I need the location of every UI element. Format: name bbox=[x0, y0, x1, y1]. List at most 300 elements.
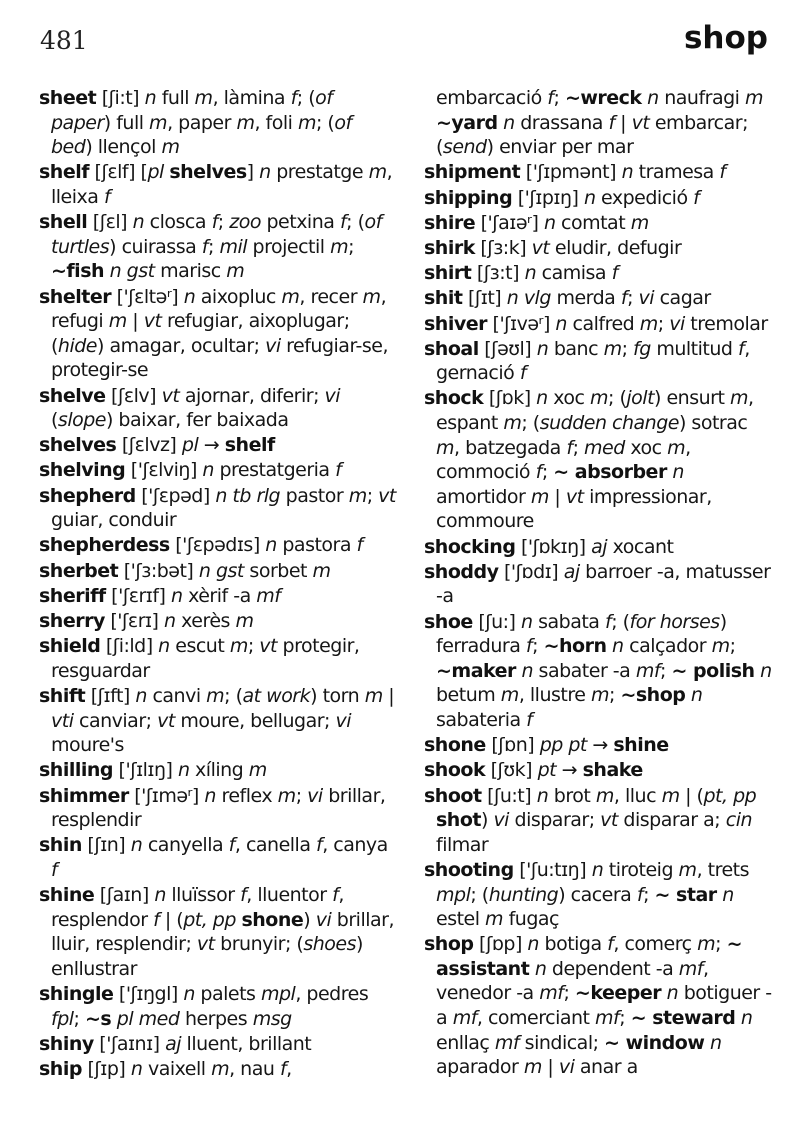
grammar-label: vi bbox=[315, 908, 332, 931]
bold-subentry: shine bbox=[613, 734, 669, 757]
bold-subentry: ~s bbox=[84, 1007, 112, 1030]
bold-subentry: ~horn bbox=[543, 635, 607, 658]
grammar-label: vt bbox=[143, 310, 162, 333]
entry-text: ['ʃɛrɪ] bbox=[104, 610, 165, 632]
entry-text: banc bbox=[548, 337, 604, 360]
entry-text: tremolar bbox=[684, 312, 768, 335]
entry-text: drassana bbox=[514, 111, 609, 134]
entry-text: ; bbox=[366, 484, 379, 507]
grammar-label: vt bbox=[196, 933, 215, 956]
grammar-label: f bbox=[316, 834, 323, 857]
headword: shirt bbox=[424, 262, 472, 285]
grammar-label: f bbox=[519, 362, 527, 385]
dictionary-entry bbox=[39, 684, 397, 758]
entry-text: ajornar, diferir; bbox=[179, 384, 325, 407]
entry-text: , resplendor bbox=[51, 884, 344, 931]
dictionary-entry bbox=[39, 533, 397, 558]
grammar-label: n bbox=[621, 161, 634, 184]
grammar-label: m bbox=[661, 784, 680, 807]
entry-text: ) torn bbox=[310, 684, 365, 707]
entry-text: dependent -a bbox=[546, 957, 679, 980]
entry-text: , canya bbox=[322, 834, 388, 857]
grammar-label: m bbox=[211, 1058, 230, 1081]
entry-text: ; ( bbox=[521, 412, 540, 435]
entry-text: reflex bbox=[215, 784, 278, 807]
dictionary-entry bbox=[424, 261, 776, 286]
entry-text: prestatgeria bbox=[213, 459, 336, 482]
entry-text: , recer bbox=[299, 285, 363, 308]
grammar-label: n bbox=[536, 337, 549, 360]
entry-text: ; bbox=[608, 684, 621, 707]
dictionary-entry bbox=[39, 210, 397, 284]
grammar-label: vt bbox=[378, 484, 396, 507]
entry-text: canviar; bbox=[73, 709, 158, 732]
grammar-label: n bbox=[521, 610, 533, 633]
grammar-label: vi bbox=[265, 334, 281, 357]
dictionary-entry bbox=[39, 484, 397, 533]
grammar-label: m bbox=[678, 858, 697, 881]
grammar-label: m bbox=[235, 610, 254, 632]
entry-text: ; ( bbox=[346, 211, 365, 234]
grammar-label: f bbox=[719, 161, 726, 184]
headword: shiny bbox=[39, 1032, 94, 1055]
grammar-label: fpl bbox=[51, 1007, 74, 1030]
headword: shone bbox=[424, 734, 486, 757]
dictionary-entry bbox=[424, 211, 776, 236]
headword: shoot bbox=[424, 784, 482, 807]
entry-text: [ʃəʊl] bbox=[478, 337, 537, 360]
bold-subentry: shelves bbox=[169, 161, 247, 184]
entry-text: [ʃɪp] bbox=[81, 1058, 131, 1081]
entry-text: herpes bbox=[179, 1007, 253, 1030]
bold-subentry: shake bbox=[582, 759, 643, 782]
dictionary-entry bbox=[39, 458, 397, 483]
bold-subentry: shone bbox=[241, 908, 304, 931]
grammar-label: n bbox=[177, 759, 190, 782]
headword: shelve bbox=[39, 384, 106, 407]
dictionary-entry bbox=[39, 758, 397, 783]
grammar-label: zoo bbox=[229, 211, 261, 234]
entry-text: ; bbox=[217, 211, 230, 234]
bold-subentry: ~fish bbox=[51, 260, 105, 283]
entry-text: , trets bbox=[696, 858, 750, 881]
grammar-label: n bbox=[760, 659, 772, 682]
entry-text: embarcació bbox=[436, 87, 548, 109]
grammar-label: m bbox=[364, 684, 383, 707]
bold-subentry: ~wreck bbox=[564, 87, 642, 109]
entry-text: tramesa bbox=[633, 161, 720, 184]
grammar-label: vt bbox=[631, 111, 650, 134]
entry-text: closca bbox=[144, 211, 212, 234]
entry-text: lluïssor bbox=[165, 884, 241, 907]
grammar-label: n bbox=[265, 534, 277, 557]
grammar-label: m bbox=[500, 684, 519, 707]
grammar-label: n bbox=[722, 883, 734, 906]
dictionary-entry bbox=[39, 784, 397, 833]
entry-text: ['ʃɛrɪf] bbox=[105, 584, 171, 607]
grammar-label: n bbox=[132, 211, 145, 234]
entry-text: ; bbox=[563, 982, 575, 1005]
grammar-label: vi bbox=[307, 784, 323, 807]
grammar-label: n bbox=[666, 982, 679, 1005]
grammar-label: f bbox=[51, 858, 58, 881]
entry-text: ; bbox=[553, 87, 565, 109]
entry-text: comtat bbox=[555, 211, 631, 234]
grammar-label: n bbox=[543, 211, 556, 234]
grammar-label: n bbox=[170, 584, 183, 607]
entry-text: ) enllustrar bbox=[51, 933, 363, 980]
grammar-label: n bbox=[647, 87, 659, 109]
entry-text: ) ensurt bbox=[654, 387, 730, 410]
dictionary-entry bbox=[39, 883, 397, 981]
entry-text: tiroteig bbox=[603, 858, 679, 881]
grammar-label: vt bbox=[161, 384, 180, 407]
grammar-label: mf bbox=[452, 1007, 477, 1030]
headword: sheriff bbox=[39, 584, 106, 607]
grammar-label: for horses bbox=[629, 610, 720, 633]
grammar-label: fg bbox=[633, 337, 651, 360]
entry-text: palets bbox=[194, 983, 261, 1006]
entry-text: , commoció bbox=[436, 436, 691, 484]
grammar-label: vt bbox=[259, 635, 277, 658]
entry-text: xèrif -a bbox=[182, 584, 257, 607]
entry-text: full bbox=[156, 87, 195, 109]
entry-text: [ʃaɪn] bbox=[94, 884, 155, 907]
entry-text: [ʃɛlf] [ bbox=[89, 161, 148, 184]
entry-text: [ʃɜ:k] bbox=[474, 236, 532, 259]
left-column bbox=[39, 86, 397, 1082]
grammar-label: f bbox=[279, 1058, 287, 1081]
entry-text: amortidor bbox=[436, 485, 531, 508]
grammar-label: vi bbox=[324, 384, 341, 407]
entry-text: [ʃɒn] bbox=[485, 734, 540, 757]
grammar-label: hunting bbox=[488, 883, 559, 906]
headword: shop bbox=[424, 933, 474, 956]
grammar-label: m bbox=[226, 260, 245, 283]
entry-text: | bbox=[541, 1056, 559, 1079]
entry-text: [ʃu:] bbox=[472, 610, 522, 633]
grammar-label: f bbox=[526, 708, 533, 731]
dictionary-entry bbox=[424, 784, 776, 858]
dictionary-entry bbox=[39, 584, 397, 609]
grammar-label: f bbox=[290, 87, 297, 109]
entry-text: fugaç bbox=[503, 908, 559, 931]
headword: shirk bbox=[424, 236, 475, 259]
grammar-label: n bbox=[521, 659, 534, 682]
grammar-label: n bbox=[183, 983, 195, 1006]
grammar-label: n vlg bbox=[506, 287, 551, 310]
grammar-label: pl bbox=[181, 434, 199, 457]
grammar-label: m bbox=[603, 337, 622, 360]
entry-text: ['ʃɪpɪŋ] bbox=[512, 186, 584, 209]
headword: shoddy bbox=[424, 560, 499, 583]
entry-text: sindical; bbox=[519, 1031, 605, 1054]
grammar-label: f bbox=[535, 461, 542, 484]
grammar-label: m bbox=[530, 485, 549, 508]
grammar-label: pl bbox=[147, 161, 164, 184]
entry-text: ; ( bbox=[608, 387, 627, 410]
entry-text: [ʃɛlv] bbox=[105, 384, 162, 407]
grammar-label: n bbox=[130, 834, 143, 857]
entry-text: ['ʃɛlviŋ] bbox=[125, 459, 203, 482]
bold-subentry: ~ assistant bbox=[436, 933, 742, 980]
bold-subentry: ~ polish bbox=[671, 659, 755, 682]
entry-text: ; bbox=[657, 312, 670, 335]
entry-text: , gernació bbox=[436, 337, 750, 385]
bold-subentry: shelf bbox=[224, 434, 275, 457]
grammar-label: m bbox=[639, 312, 658, 335]
grammar-label: m bbox=[149, 111, 168, 134]
grammar-label: vi bbox=[558, 1056, 575, 1079]
entry-text: pastor bbox=[280, 484, 349, 507]
entry-text: ['ʃɛpədɪs] bbox=[169, 534, 266, 557]
entry-text: ; bbox=[73, 1007, 85, 1030]
entry-text: xocant bbox=[607, 535, 674, 558]
entry-text: ; bbox=[207, 235, 220, 258]
entry-text: ; bbox=[621, 337, 634, 360]
grammar-label: med bbox=[584, 436, 625, 459]
bold-subentry: ~ star bbox=[654, 883, 717, 906]
grammar-label: m bbox=[744, 87, 763, 109]
entry-text: | ( bbox=[679, 784, 704, 807]
grammar-label: vt bbox=[565, 485, 584, 508]
dictionary-entry bbox=[39, 160, 397, 209]
entry-text: expedició bbox=[595, 186, 694, 209]
entry-text: botiga bbox=[538, 933, 608, 956]
grammar-label: vi bbox=[335, 709, 351, 732]
dictionary-entry bbox=[39, 285, 397, 383]
entry-text: ['ʃɒkɪŋ] bbox=[515, 535, 592, 558]
grammar-label: of paper bbox=[51, 87, 333, 134]
dictionary-entry bbox=[424, 560, 776, 609]
headword: shine bbox=[39, 884, 95, 907]
entry-text: , espant bbox=[436, 387, 754, 435]
headword: shook bbox=[424, 759, 486, 782]
entry-text: brillar, lluir, resplendir; bbox=[51, 908, 395, 956]
grammar-label: m bbox=[630, 211, 649, 234]
entry-text: pastora bbox=[276, 534, 357, 557]
grammar-label: f bbox=[693, 186, 700, 209]
entry-text: [ʃɜ:t] bbox=[471, 262, 525, 285]
entry-text: ; bbox=[348, 235, 355, 258]
headword: ship bbox=[39, 1058, 82, 1081]
headword: shit bbox=[424, 287, 463, 310]
entry-text: ; bbox=[660, 659, 672, 682]
entry-text: estel bbox=[436, 908, 486, 931]
entry-text: ; bbox=[247, 635, 260, 658]
bold-subentry: ~keeper bbox=[574, 982, 662, 1005]
dictionary-entry bbox=[39, 982, 397, 1031]
bold-subentry: shot bbox=[436, 809, 481, 832]
grammar-label: m bbox=[206, 684, 225, 707]
entry-text: botiguer -a bbox=[436, 982, 772, 1030]
entry-text: ) bbox=[480, 809, 494, 832]
grammar-label: at work bbox=[242, 684, 311, 707]
entry-text: [ʃɒk] bbox=[483, 387, 537, 410]
grammar-label: jolt bbox=[626, 387, 655, 410]
entry-text: canyella bbox=[142, 834, 229, 857]
headword: shipping bbox=[424, 186, 513, 209]
grammar-label: m bbox=[248, 759, 267, 782]
entry-text: ) llençol bbox=[85, 136, 162, 159]
entry-text: cagar bbox=[654, 287, 711, 310]
grammar-label: vt bbox=[600, 809, 618, 832]
entry-text: guiar, conduir bbox=[51, 509, 177, 532]
entry-text: sabater -a bbox=[533, 659, 636, 682]
entry-text: aparador bbox=[436, 1056, 524, 1079]
grammar-label: n bbox=[202, 459, 214, 482]
entry-text: enllaç bbox=[436, 1031, 495, 1054]
entry-text: calçador bbox=[623, 635, 712, 658]
entry-text: ['ʃaɪnɪ] bbox=[93, 1032, 166, 1055]
entry-text: , comerciant bbox=[476, 1007, 596, 1030]
grammar-label: f bbox=[604, 610, 612, 633]
entry-text: ) bbox=[303, 908, 316, 931]
entry-text: ['ʃɪməʳ] bbox=[128, 784, 205, 807]
grammar-label: msg bbox=[252, 1007, 292, 1030]
entry-text: ) baixar, fer baixada bbox=[105, 409, 289, 432]
headword: shelf bbox=[39, 161, 90, 184]
grammar-label: n gst bbox=[109, 260, 155, 283]
dictionary-entry bbox=[39, 384, 397, 433]
grammar-label: aj bbox=[165, 1032, 182, 1055]
dictionary-entry bbox=[424, 733, 776, 758]
entry-text: | bbox=[548, 485, 566, 508]
entry-text: refugiar-se, protegir-se bbox=[51, 334, 389, 382]
grammar-label: mpl bbox=[436, 883, 471, 906]
entry-text: ['ʃɜ:bət] bbox=[118, 559, 199, 582]
grammar-label: n bbox=[709, 1031, 722, 1054]
grammar-label: n bbox=[158, 635, 170, 658]
bold-subentry: ~ window bbox=[604, 1031, 705, 1054]
entry-text: ['ʃɛltəʳ] bbox=[111, 285, 184, 308]
grammar-label: n bbox=[204, 784, 216, 807]
dictionary-entry bbox=[424, 932, 776, 1080]
grammar-label: n bbox=[612, 635, 624, 658]
grammar-label: mf bbox=[635, 659, 661, 682]
headword: shilling bbox=[39, 759, 114, 782]
grammar-label: n tb rlg bbox=[215, 484, 281, 507]
headword: shield bbox=[39, 635, 101, 658]
entry-text: ; bbox=[643, 883, 655, 906]
grammar-label: n bbox=[672, 461, 684, 484]
entry-text: [ʃɪt] bbox=[462, 287, 507, 310]
grammar-label: f bbox=[240, 884, 247, 907]
entry-text: disparar; bbox=[508, 809, 601, 832]
entry-text: impressionar, commoure bbox=[436, 485, 712, 533]
entry-text: camisa bbox=[536, 262, 612, 285]
entry-text: sorbet bbox=[243, 559, 313, 582]
grammar-label: vi bbox=[493, 809, 509, 832]
entry-text: ; ( bbox=[224, 684, 243, 707]
entry-text: [ʃɛl] bbox=[87, 211, 133, 234]
grammar-label: n bbox=[534, 957, 547, 980]
headword: shipment bbox=[424, 161, 521, 184]
dictionary-entry bbox=[424, 858, 776, 932]
entry-text: ; bbox=[729, 635, 736, 658]
grammar-label: f bbox=[547, 87, 554, 109]
grammar-label: n bbox=[135, 684, 147, 707]
grammar-label: n bbox=[164, 610, 176, 632]
entry-text: ; bbox=[532, 635, 544, 658]
entry-text: xoc bbox=[624, 436, 668, 459]
entry-text: ; bbox=[619, 1007, 631, 1030]
entry-text: | bbox=[614, 111, 632, 134]
entry-text: ; ( bbox=[611, 610, 630, 633]
dictionary-entry bbox=[39, 86, 397, 160]
entry-text: betum bbox=[436, 684, 501, 707]
headword: shingle bbox=[39, 983, 114, 1006]
entry-text: moure's bbox=[51, 734, 124, 757]
entry-text: filmar bbox=[436, 833, 489, 856]
dictionary-entry bbox=[39, 634, 397, 683]
grammar-label: m bbox=[590, 387, 609, 410]
entry-text: , foli bbox=[254, 111, 298, 134]
entry-text: ] bbox=[246, 161, 260, 184]
entry-text: | bbox=[126, 310, 144, 333]
grammar-label: pt, pp bbox=[183, 908, 236, 931]
dictionary-entry bbox=[39, 559, 397, 584]
grammar-label: m bbox=[194, 87, 213, 109]
entry-text: barroer -a, matusser -a bbox=[436, 560, 771, 608]
entry-text: → bbox=[586, 734, 614, 757]
headword: shooting bbox=[424, 858, 514, 881]
dictionary-entry bbox=[39, 433, 397, 458]
grammar-label: vt bbox=[157, 709, 175, 732]
headword: shelving bbox=[39, 459, 126, 482]
entry-text: xerès bbox=[175, 610, 236, 632]
bold-subentry: ~ steward bbox=[630, 1007, 736, 1030]
headword: shock bbox=[424, 387, 484, 410]
entry-text: [ʃɒp] bbox=[473, 933, 528, 956]
grammar-label: m bbox=[348, 484, 367, 507]
headword: sheet bbox=[39, 87, 97, 109]
right-column bbox=[424, 86, 776, 1080]
headword: shoe bbox=[424, 610, 473, 633]
grammar-label: pt, pp bbox=[703, 784, 757, 807]
grammar-label: n bbox=[259, 161, 271, 184]
dictionary-entry bbox=[39, 609, 397, 634]
grammar-label: pp pt bbox=[539, 734, 587, 757]
grammar-label: vi bbox=[638, 287, 655, 310]
grammar-label: m bbox=[161, 136, 180, 159]
entry-text: [ʃɪn] bbox=[81, 834, 131, 857]
grammar-label: vi bbox=[669, 312, 685, 335]
entry-text: ; bbox=[715, 933, 727, 956]
grammar-label: m bbox=[595, 784, 614, 807]
grammar-label: pl med bbox=[116, 1007, 180, 1030]
entry-text: ) cacera bbox=[558, 883, 637, 906]
grammar-label: m bbox=[503, 412, 522, 435]
headword: sherbet bbox=[39, 559, 119, 582]
entry-text: ['ʃu:tɪŋ] bbox=[513, 858, 592, 881]
dictionary-entry-continuation bbox=[424, 86, 776, 160]
headword: shiver bbox=[424, 312, 487, 335]
headword: shocking bbox=[424, 535, 516, 558]
entry-text: , comerç bbox=[613, 933, 698, 956]
bold-subentry: ~yard bbox=[436, 111, 498, 134]
grammar-label: mf bbox=[494, 1031, 520, 1054]
entry-text: refugiar, aixoplugar; ( bbox=[51, 310, 350, 357]
entry-text: brillar, resplendir bbox=[51, 784, 386, 832]
entry-text: [ʃɪft] bbox=[85, 684, 136, 707]
entry-text: , bbox=[286, 1058, 292, 1081]
entry-text: , canella bbox=[234, 834, 317, 857]
dictionary-entry bbox=[424, 758, 776, 783]
dictionary-entry bbox=[424, 610, 776, 733]
dictionary-entry bbox=[424, 160, 776, 185]
grammar-label: mf bbox=[539, 982, 564, 1005]
